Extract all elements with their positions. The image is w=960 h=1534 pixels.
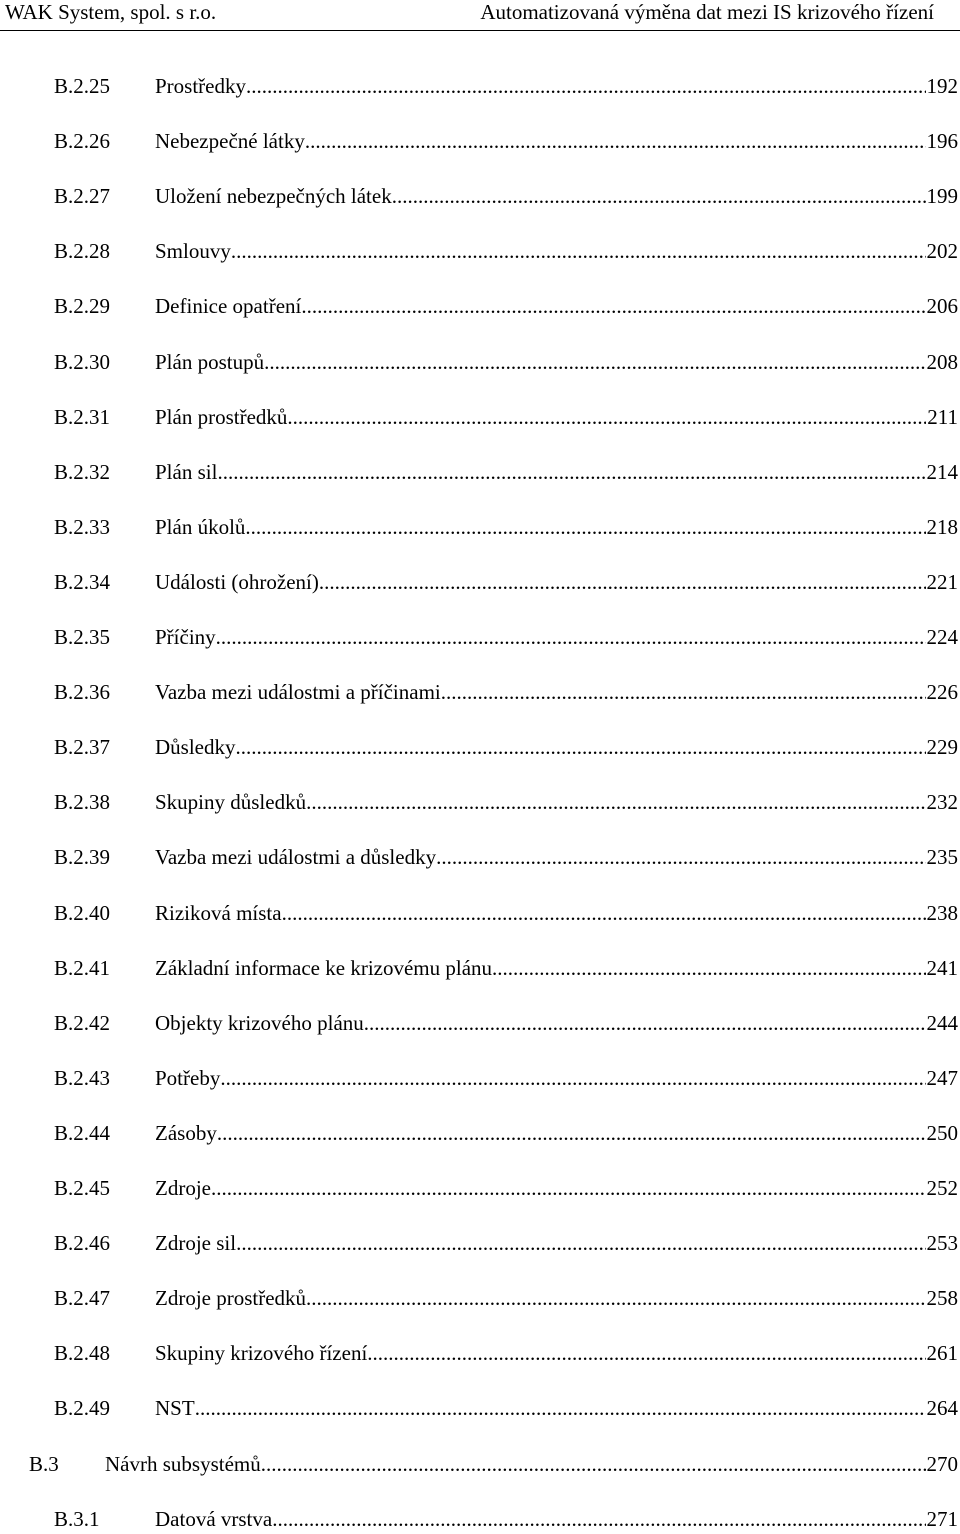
toc-entry[interactable] xyxy=(0,1283,960,1313)
toc-entry-title: Plán úkolů xyxy=(155,515,246,539)
toc-entry-number: B.2.37 xyxy=(54,735,111,759)
toc-entry-page-number: 258 xyxy=(926,1286,958,1310)
toc-entry[interactable] xyxy=(0,953,960,983)
toc-entry-page-number: 250 xyxy=(926,1121,958,1145)
toc-entry-number: B.2.44 xyxy=(54,1121,111,1145)
toc-entry-title: Definice opatření xyxy=(155,294,302,318)
toc-entry-number: B.2.28 xyxy=(54,239,111,263)
toc-entry-title: Prostředky xyxy=(155,74,246,98)
toc-entry-page-number: 271 xyxy=(926,1507,958,1531)
toc-entry-number: B.3.1 xyxy=(54,1507,100,1531)
toc-entry-title: Základní informace ke krizovému plánu xyxy=(155,956,493,980)
toc-entry[interactable] xyxy=(0,71,960,101)
toc-entry-line xyxy=(155,181,958,211)
toc-entry-page-number: 253 xyxy=(926,1231,958,1255)
toc-entry-number: B.2.34 xyxy=(54,570,111,594)
dot-leader xyxy=(246,71,926,101)
toc-entry[interactable] xyxy=(0,842,960,872)
toc-entry-page-number: 208 xyxy=(926,350,958,374)
dot-leader xyxy=(236,732,926,762)
page-header xyxy=(0,0,960,32)
dot-leader xyxy=(236,1228,925,1258)
toc-entry[interactable] xyxy=(0,1393,960,1423)
toc-entry-title: Plán prostředků xyxy=(155,405,288,429)
dot-leader xyxy=(305,126,926,156)
dot-leader xyxy=(287,402,926,432)
toc-entry-line xyxy=(155,291,958,321)
dot-leader xyxy=(306,787,925,817)
toc-entry-line xyxy=(155,622,958,652)
toc-entry[interactable] xyxy=(0,402,960,432)
dot-leader xyxy=(282,898,926,928)
toc-entry-line xyxy=(155,1173,958,1203)
toc-entry[interactable] xyxy=(0,622,960,652)
toc-entry[interactable] xyxy=(0,1118,960,1148)
dot-leader xyxy=(319,567,926,597)
toc-entry-page-number: 261 xyxy=(926,1341,958,1365)
toc-entry-line xyxy=(105,1449,958,1479)
toc-entry-line xyxy=(155,512,958,542)
toc-entry[interactable] xyxy=(0,1338,960,1368)
toc-entry-page-number: 252 xyxy=(926,1176,958,1200)
toc-entry-number: B.2.49 xyxy=(54,1396,111,1420)
toc-entry[interactable] xyxy=(0,1504,960,1534)
toc-entry-page-number: 221 xyxy=(926,570,958,594)
toc-entry-page-number: 218 xyxy=(926,515,958,539)
toc-entry-line xyxy=(155,842,958,872)
toc-entry[interactable] xyxy=(0,1173,960,1203)
dot-leader xyxy=(441,677,926,707)
dot-leader xyxy=(301,291,925,321)
toc-entry[interactable] xyxy=(0,732,960,762)
dot-leader xyxy=(195,1393,926,1423)
toc-entry[interactable] xyxy=(0,126,960,156)
toc-entry[interactable] xyxy=(0,1449,960,1479)
toc-entry[interactable] xyxy=(0,291,960,321)
toc-entry-page-number: 192 xyxy=(926,74,958,98)
toc-entry-title: Potřeby xyxy=(155,1066,221,1090)
toc-entry-line xyxy=(155,402,958,432)
toc-entry[interactable] xyxy=(0,567,960,597)
toc-entry-number: B.3 xyxy=(29,1452,59,1476)
toc-entry-number: B.2.36 xyxy=(54,680,111,704)
toc-entry-title: Skupiny důsledků xyxy=(155,790,307,814)
dot-leader xyxy=(492,953,925,983)
toc-entry-title: Plán postupů xyxy=(155,350,265,374)
toc-entry-line xyxy=(155,898,958,928)
toc-entry-number: B.2.26 xyxy=(54,129,111,153)
toc-entry-page-number: 226 xyxy=(926,680,958,704)
toc-entry[interactable] xyxy=(0,1063,960,1093)
toc-entry-title: Datová vrstva xyxy=(155,1507,273,1531)
toc-entry-line xyxy=(155,677,958,707)
header-document-title: Automatizovaná výměna dat mezi IS krizového řízení xyxy=(480,0,934,24)
toc-entry-title: Uložení nebezpečných látek xyxy=(155,184,392,208)
toc-entry-line xyxy=(155,732,958,762)
toc-entry-line xyxy=(155,567,958,597)
toc-entry[interactable] xyxy=(0,512,960,542)
toc-entry-number: B.2.46 xyxy=(54,1231,111,1255)
toc-entry-page-number: 199 xyxy=(926,184,958,208)
toc-entry-page-number: 211 xyxy=(927,405,958,429)
dot-leader xyxy=(392,181,926,211)
dot-leader xyxy=(261,1449,926,1479)
toc-entry-line xyxy=(155,1283,958,1313)
toc-entry-page-number: 247 xyxy=(926,1066,958,1090)
toc-entry-line xyxy=(155,126,958,156)
dot-leader xyxy=(306,1283,925,1313)
toc-entry-number: B.2.45 xyxy=(54,1176,111,1200)
dot-leader xyxy=(216,622,926,652)
toc-entry-number: B.2.25 xyxy=(54,74,111,98)
toc-entry-line xyxy=(155,1504,958,1534)
toc-entry-number: B.2.32 xyxy=(54,460,111,484)
dot-leader xyxy=(264,347,925,377)
toc-entry-page-number: 244 xyxy=(926,1011,958,1035)
dot-leader xyxy=(220,1063,925,1093)
toc-entry-title: Události (ohrožení) xyxy=(155,570,319,594)
dot-leader xyxy=(217,457,925,487)
toc-entry-line xyxy=(155,1118,958,1148)
toc-entry-page-number: 264 xyxy=(926,1396,958,1420)
dot-leader xyxy=(272,1504,925,1534)
dot-leader xyxy=(217,1118,926,1148)
header-divider xyxy=(0,30,960,31)
toc-entry[interactable] xyxy=(0,677,960,707)
toc-entry-title: Smlouvy xyxy=(155,239,231,263)
toc-entry-title: Zásoby xyxy=(155,1121,217,1145)
toc-entry-title: Vazba mezi událostmi a příčinami xyxy=(155,680,441,704)
toc-entry-line xyxy=(155,1228,958,1258)
toc-entry-page-number: 214 xyxy=(926,460,958,484)
toc-entry-title: Skupiny krizového řízení xyxy=(155,1341,368,1365)
toc-entry-title: Riziková místa xyxy=(155,901,282,925)
toc-entry-title: Příčiny xyxy=(155,625,216,649)
toc-entry-page-number: 196 xyxy=(926,129,958,153)
toc-entry-number: B.2.35 xyxy=(54,625,111,649)
toc-entry-title: Plán sil xyxy=(155,460,218,484)
toc-entry-line xyxy=(155,457,958,487)
toc-entry-title: Vazba mezi událostmi a důsledky xyxy=(155,845,437,869)
toc-entry-title: Zdroje sil xyxy=(155,1231,237,1255)
toc-entry-line xyxy=(155,1063,958,1093)
toc-entry-page-number: 241 xyxy=(926,956,958,980)
header-company: WAK System, spol. s r.o. xyxy=(5,0,217,24)
toc-entry-number: B.2.41 xyxy=(54,956,111,980)
toc-entry[interactable] xyxy=(0,1008,960,1038)
toc-entry-page-number: 224 xyxy=(926,625,958,649)
toc-entry-number: B.2.39 xyxy=(54,845,111,869)
toc-entry-title: NST xyxy=(155,1396,195,1420)
toc-entry[interactable] xyxy=(0,457,960,487)
toc-entry[interactable] xyxy=(0,181,960,211)
dot-leader xyxy=(436,842,925,872)
toc-entry-title: Nebezpečné látky xyxy=(155,129,305,153)
dot-leader xyxy=(231,236,926,266)
toc-entry-number: B.2.47 xyxy=(54,1286,111,1310)
toc-entry[interactable] xyxy=(0,898,960,928)
toc-entry-number: B.2.38 xyxy=(54,790,111,814)
dot-leader xyxy=(211,1173,926,1203)
toc-entry-number: B.2.48 xyxy=(54,1341,111,1365)
toc-entry-number: B.2.31 xyxy=(54,405,111,429)
toc-entry-number: B.2.42 xyxy=(54,1011,111,1035)
toc-entry-page-number: 235 xyxy=(926,845,958,869)
toc-entry-title: Zdroje prostředků xyxy=(155,1286,307,1310)
toc-entry[interactable] xyxy=(0,236,960,266)
toc-entry[interactable] xyxy=(0,347,960,377)
toc-entry-number: B.2.43 xyxy=(54,1066,111,1090)
toc-entry-title: Důsledky xyxy=(155,735,236,759)
dot-leader xyxy=(364,1008,926,1038)
toc-entry-page-number: 202 xyxy=(926,239,958,263)
toc-entry-number: B.2.30 xyxy=(54,350,111,374)
toc-entry-page-number: 229 xyxy=(926,735,958,759)
toc-entry-number: B.2.29 xyxy=(54,294,111,318)
toc-entry-line xyxy=(155,347,958,377)
toc-entry-line xyxy=(155,71,958,101)
toc-entry-line xyxy=(155,236,958,266)
dot-leader xyxy=(367,1338,925,1368)
toc-entry-number: B.2.40 xyxy=(54,901,111,925)
toc-entry[interactable] xyxy=(0,787,960,817)
toc-entry-number: B.2.27 xyxy=(54,184,111,208)
toc-entry-line xyxy=(155,1008,958,1038)
toc-entry-line xyxy=(155,787,958,817)
toc-entry-page-number: 232 xyxy=(926,790,958,814)
toc-entry-title: Zdroje xyxy=(155,1176,211,1200)
toc-entry[interactable] xyxy=(0,1228,960,1258)
toc-entry-title: Návrh subsystémů xyxy=(105,1452,261,1476)
dot-leader xyxy=(245,512,925,542)
toc-entry-page-number: 206 xyxy=(926,294,958,318)
toc-entry-line xyxy=(155,1338,958,1368)
toc-entry-page-number: 270 xyxy=(926,1452,958,1476)
toc-entry-number: B.2.33 xyxy=(54,515,111,539)
toc-entry-line xyxy=(155,953,958,983)
toc-entry-title: Objekty krizového plánu xyxy=(155,1011,364,1035)
toc-entry-page-number: 238 xyxy=(926,901,958,925)
toc-entry-line xyxy=(155,1393,958,1423)
